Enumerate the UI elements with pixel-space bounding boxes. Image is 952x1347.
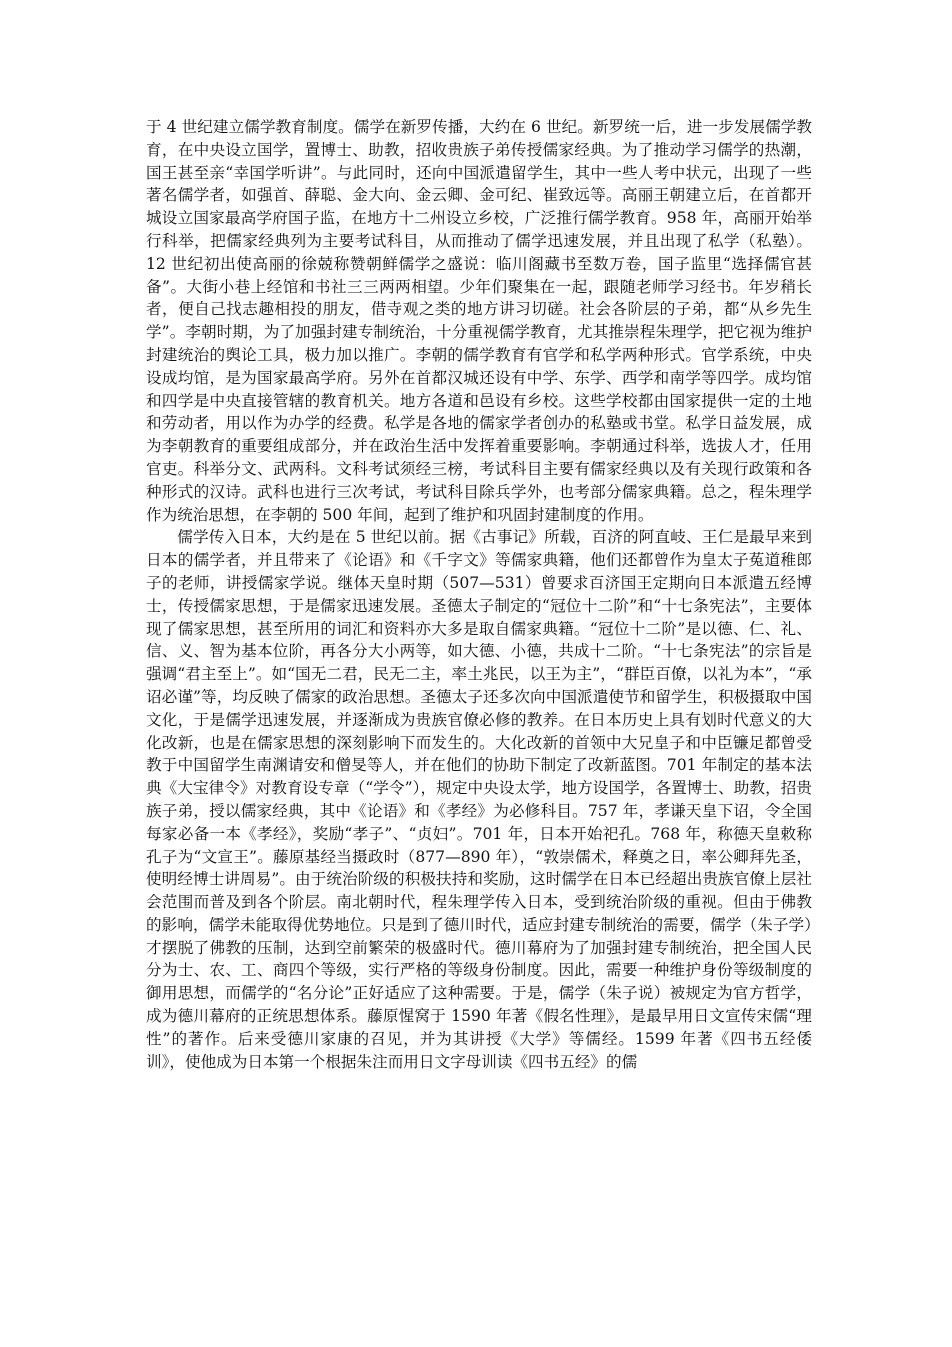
paragraph-japan-confucianism: 儒学传入日本，大约是在 5 世纪以前。据《古事记》所载，百济的阿直岐、王仁是最早来到日本的儒学者，并且带来了《论语》和《千字文》等儒家典籍，他们还都曾作为皇太子菟道稚郎子的老师，讲授儒家学说。继体天皇时期（507—531）曾要求百济国王定期向日本派遣五经博士，传授儒家思想，于是儒家迅速发展。圣德太子制定的“冠位十二阶”和“十七条宪法”，主要体现了儒家思想，甚至所用的词汇和资料亦大多是取自儒家典籍。“冠位十二阶”是以德、仁、礼、信、义、智为基本位阶，再各分大小两等，如大德、小德，共成十二阶。“十七条宪法”的宗旨是强调“君主至上”。如“国无二君，民无二主，率土兆民，以王为主”，“群臣百僚，以礼为本”，“承诏必谨”等，均反映了儒家的政治思想。圣德太子还多次向中国派遣使节和留学生，积极摄取中国文化，于是儒学迅速发展，并逐渐成为贵族官僚必修的教养。在日本历史上具有划时代意义的大化改新，也是在儒家思想的深刻影响下而发生的。大化改新的首领中大兄皇子和中臣镰足都曾受教于中国留学生南渊请安和僧旻等人，并在他们的协助下制定了改新蓝图。701 年制定的基本法典《大宝律令》对教育设专章（“学令”），规定中央设太学，地方设国学，各置博士、助教，招贵族子弟，授以儒家经典，其中《论语》和《孝经》为必修科目。757 年，孝谦天皇下诏，令全国每家必备一本《孝经》，奖励“孝子”、“贞妇”。701 年，日本开始祀孔。768 年，称德天皇敕称孔子为“文宣王”。藤原基经当摄政时（877—890 年），“敦崇儒术，释奠之日，率公卿拜先圣，使明经博士讲周易”。由于统治阶级的积极扶持和奖励，这时儒学在日本已经超出贵族官僚上层社会范围而普及到各个阶层。南北朝时代，程朱理学传入日本，受到统治阶级的重视。但由于佛教的影响，儒学未能取得优势地位。只是到了德川时代，适应封建专制统治的需要，儒学（朱子学）才摆脱了佛教的压制，达到空前繁荣的极盛时代。德川幕府为了加强封建专制统治，把全国人民分为士、农、工、商四个等级，实行严格的等级身份制度。因此，需要一种维护身份等级制度的御用思想，而儒学的“名分论”正好适应了这种需要。于是，儒学（朱子说）被规定为官方哲学，成为德川幕府的正统思想体系。藤原惺窝于 1590 年著《假名性理》，是最早用日文宣传宋儒“理性”的著作。后来受德川家康的召见，并为其讲授《大学》等儒经。1599 年著《四书五经倭训》，使他成为日本第一个根据朱注而用日文字母训读《四书五经》的儒	[146, 528, 812, 1071]
paragraph-korea-confucian-education: 于 4 世纪建立儒学教育制度。儒学在新罗传播，大约在 6 世纪。新罗统一后，进一步发展儒学教育，在中央设立国学，置博士、助教，招收贵族子弟传授儒家经典。为了推动学习儒学的热潮，国王甚至亲“幸国学听讲”。与此同时，还向中国派遣留学生，其中一些人考中状元，出现了一些著名儒学者，如强首、薛聪、金大向、金云卿、金可纪、崔致远等。高丽王朝建立后，在首都开城设立国家最高学府国子监，在地方十二州设立乡校，广泛推行儒学教育。958 年，高丽开始举行科举，把儒家经典列为主要考试科目，从而推动了儒学迅速发展，并且出现了私学（私塾）。12 世纪初出使高丽的徐兢称赞朝鲜儒学之盛说：临川阁藏书至数万卷，国子监里“选择儒官甚备”。大街小巷上经馆和书社三三两两相望。少年们聚集在一起，跟随老师学习经书。年岁稍长者，便自己找志趣相投的朋友，借寺观之类的地方讲习切磋。社会各阶层的子弟，都“从乡先生学”。李朝时期，为了加强封建专制统治，十分重视儒学教育，尤其推崇程朱理学，把它视为维护封建统治的舆论工具，极力加以推广。李朝的儒学教育有官学和私学两种形式。官学系统，中央设成均馆，是为国家最高学府。另外在首都汉城还设有中学、东学、西学和南学等四学。成均馆和四学是中央直接管辖的教育机关。地方各道和邑设有乡校。这些学校都由国家提供一定的土地和劳动者，用以作为办学的经费。私学是各地的儒家学者创办的私塾或书堂。私学日益发展，成为李朝教育的重要组成部分，并在政治生活中发挥着重要影响。李朝通过科举，选拔人才，任用官吏。科举分文、武两科。文科考试须经三榜，考试科目主要有儒家经典以及有关现行政策和各种形式的汉诗。武科也进行三次考试，考试科目除兵学外，也考部分儒家典籍。总之，程朱理学作为统治思想，在李朝的 500 年间，起到了维护和巩固封建制度的作用。	[146, 118, 812, 524]
document-page	[146, 116, 812, 1073]
